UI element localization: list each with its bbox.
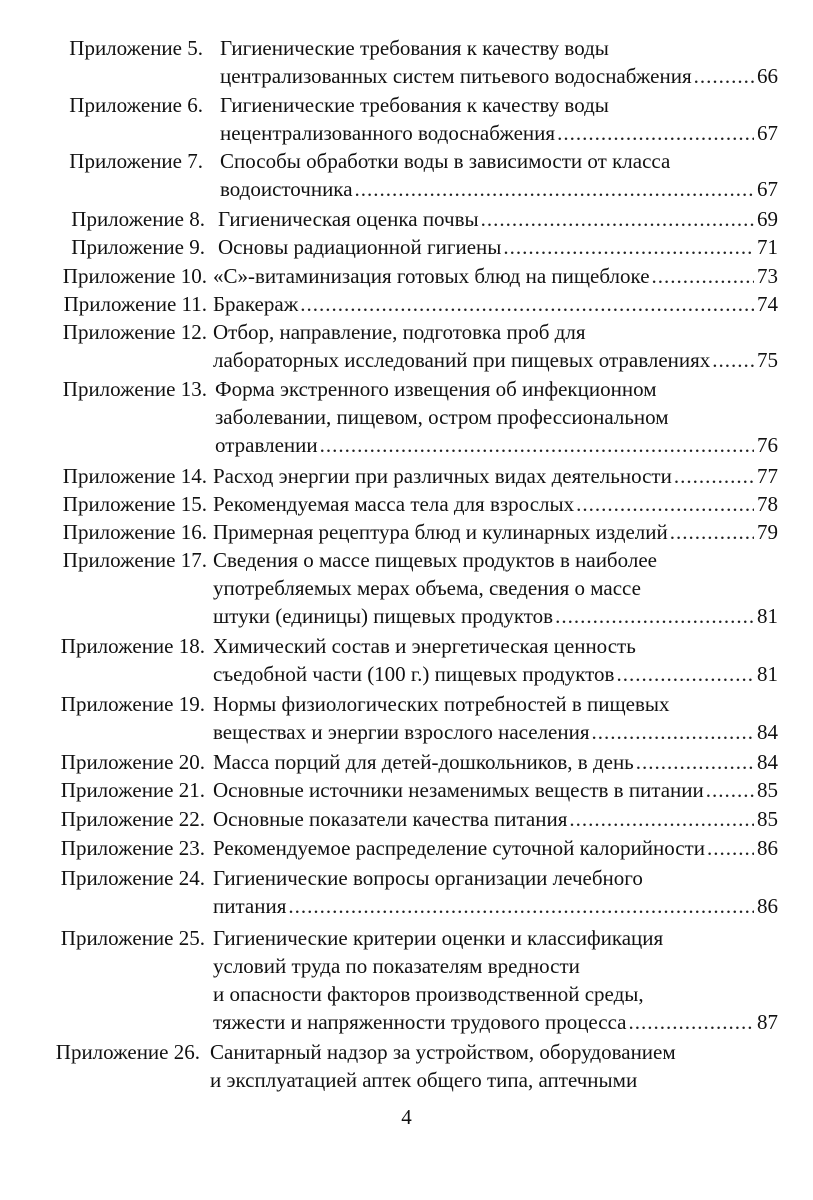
toc-entry-title: отравлении	[215, 433, 318, 457]
appendix-label: Приложение 13.	[62, 377, 207, 401]
toc-entry-title: и опасности факторов производственной среды,	[213, 982, 644, 1006]
toc-line	[220, 175, 778, 203]
dot-leader	[576, 490, 754, 518]
toc-entry-title: штуки (единицы) пищевых продуктов	[213, 604, 554, 628]
appendix-label: Приложение 10.	[62, 264, 207, 288]
toc-entry-title: Форма экстренного извещения об инфекционном	[215, 377, 657, 401]
toc-line	[213, 660, 778, 688]
toc-line	[213, 490, 778, 518]
dot-leader	[320, 431, 754, 459]
toc-line	[213, 748, 778, 776]
toc-entry-title: Химический состав и энергетическая ценность	[213, 634, 636, 658]
appendix-label: Приложение 8.	[71, 207, 205, 231]
toc-page-number: 67	[757, 121, 778, 145]
toc-page-number: 86	[757, 894, 778, 918]
toc-entry-title: Гигиеническая оценка почвы	[218, 207, 479, 231]
toc-line	[220, 147, 778, 175]
toc-page-number: 75	[757, 348, 778, 372]
dot-leader	[629, 1008, 755, 1036]
toc-entry-title: тяжести и напряженности трудового процесса	[213, 1010, 627, 1034]
toc-line	[213, 574, 778, 602]
toc-entry-title: лабораторных исследований при пищевых отравлениях	[213, 348, 711, 372]
appendix-label: Приложение 21.	[60, 778, 205, 802]
dot-leader	[355, 175, 754, 203]
dot-leader	[592, 718, 754, 746]
toc-page-number: 71	[757, 235, 778, 259]
appendix-label: Приложение 24.	[60, 866, 205, 890]
toc-entry-title: Способы обработки воды в зависимости от класса	[220, 149, 671, 173]
toc-line	[213, 1008, 778, 1036]
toc-entry-title: веществах и энергии взрослого населения	[213, 720, 590, 744]
toc-line	[213, 318, 778, 346]
toc-entry-title: Гигиенические вопросы организации лечебного	[213, 866, 643, 890]
toc-page-number: 66	[757, 64, 778, 88]
toc-entry-title: Основы радиационной гигиены	[218, 235, 502, 259]
toc-line	[220, 34, 778, 62]
toc-page-number: 81	[757, 604, 778, 628]
toc-page-number: 85	[757, 778, 778, 802]
appendix-label: Приложение 7.	[69, 149, 203, 173]
appendix-label: Приложение 18.	[60, 634, 205, 658]
toc-line	[213, 518, 778, 546]
toc-entry-title: Санитарный надзор за устройством, оборудованием	[210, 1040, 676, 1064]
toc-page-number: 78	[757, 492, 778, 516]
dot-leader	[694, 62, 754, 90]
toc-line	[213, 892, 778, 920]
toc-entry-title: «С»-витаминизация готовых блюд на пищеблоке	[213, 264, 650, 288]
toc-line	[213, 262, 778, 290]
toc-line	[213, 776, 778, 804]
toc-line	[213, 805, 778, 833]
dot-leader	[481, 205, 754, 233]
toc-line	[215, 403, 778, 431]
toc-entry-title: Примерная рецептура блюд и кулинарных изделий	[213, 520, 668, 544]
toc-page-number: 84	[757, 750, 778, 774]
toc-line	[220, 119, 778, 147]
dot-leader	[503, 233, 754, 261]
toc-entry-title: Гигиенические требования к качеству воды	[220, 36, 609, 60]
appendix-label: Приложение 5.	[69, 36, 203, 60]
dot-leader	[300, 290, 754, 318]
toc-line	[213, 546, 778, 574]
appendix-label: Приложение 12.	[62, 320, 207, 344]
toc-entry-title: съедобной части (100 г.) пищевых продуктов	[213, 662, 615, 686]
toc-entry-title: употребляемых мерах объема, сведения о массе	[213, 576, 641, 600]
toc-entry-title: условий труда по показателям вредности	[213, 954, 580, 978]
toc-line	[213, 924, 778, 952]
toc-entry-title: Основные источники незаменимых веществ в питании	[213, 778, 704, 802]
appendix-label: Приложение 6.	[69, 93, 203, 117]
toc-line	[215, 431, 778, 459]
appendix-label: Приложение 26.	[55, 1040, 200, 1064]
toc-entry-title: Бракераж	[213, 292, 299, 316]
toc-line	[218, 205, 778, 233]
dot-leader	[706, 776, 754, 804]
toc-entry-title: Расход энергии при различных видах деятельности	[213, 464, 672, 488]
toc-entry-title: Масса порций для детей-дошкольников, в день	[213, 750, 634, 774]
dot-leader	[670, 518, 754, 546]
toc-line	[210, 1038, 778, 1066]
dot-leader	[712, 346, 754, 374]
dot-leader	[555, 602, 754, 630]
appendix-label: Приложение 25.	[60, 926, 205, 950]
appendix-label: Приложение 23.	[60, 836, 205, 860]
toc-page-number: 74	[757, 292, 778, 316]
toc-entry-title: Основные показатели качества питания	[213, 807, 568, 831]
dot-leader	[557, 119, 754, 147]
appendix-label: Приложение 17.	[62, 548, 207, 572]
toc-page-number: 84	[757, 720, 778, 744]
toc-line	[210, 1066, 778, 1094]
toc-page-number: 69	[757, 207, 778, 231]
dot-leader	[636, 748, 754, 776]
appendix-label: Приложение 20.	[60, 750, 205, 774]
toc-page-number: 85	[757, 807, 778, 831]
toc-line	[213, 690, 778, 718]
toc-page-number: 67	[757, 177, 778, 201]
toc-line	[213, 602, 778, 630]
toc-page-number: 81	[757, 662, 778, 686]
toc-line	[213, 718, 778, 746]
toc-line	[213, 834, 778, 862]
page-number: 4	[401, 1105, 412, 1129]
toc-page-number: 77	[757, 464, 778, 488]
toc-entry-title: питания	[213, 894, 287, 918]
dot-leader	[569, 805, 754, 833]
appendix-label: Приложение 9.	[71, 235, 205, 259]
toc-line	[213, 952, 778, 980]
appendix-label: Приложение 19.	[60, 692, 205, 716]
toc-line	[220, 62, 778, 90]
toc-entry-title: централизованных систем питьевого водоснабжения	[220, 64, 692, 88]
appendix-label: Приложение 22.	[60, 807, 205, 831]
dot-leader	[674, 462, 754, 490]
toc-entry-title: нецентрализованного водоснабжения	[220, 121, 556, 145]
toc-entry-title: Гигиенические критерии оценки и классификация	[213, 926, 664, 950]
toc-line	[215, 375, 778, 403]
toc-line	[220, 91, 778, 119]
toc-entry-title: Гигиенические требования к качеству воды	[220, 93, 609, 117]
toc-line	[213, 290, 778, 318]
toc-entry-title: заболевании, пищевом, остром профессиональном	[215, 405, 669, 429]
appendix-label: Приложение 11.	[63, 292, 207, 316]
toc-page-number: 73	[757, 264, 778, 288]
toc-entry-title: Рекомендуемая масса тела для взрослых	[213, 492, 575, 516]
appendix-label: Приложение 16.	[62, 520, 207, 544]
toc-line	[213, 462, 778, 490]
toc-entry-title: Отбор, направление, подготовка проб для	[213, 320, 586, 344]
toc-entry-title: Нормы физиологических потребностей в пищевых	[213, 692, 670, 716]
toc-line	[218, 233, 778, 261]
toc-entry-title: Сведения о массе пищевых продуктов в наиболее	[213, 548, 657, 572]
toc-line	[213, 980, 778, 1008]
toc-page-number: 79	[757, 520, 778, 544]
dot-leader	[616, 660, 754, 688]
toc-page-number: 87	[757, 1010, 778, 1034]
appendix-label: Приложение 14.	[62, 464, 207, 488]
toc-entry-title: Рекомендуемое распределение суточной калорийности	[213, 836, 705, 860]
dot-leader	[288, 892, 754, 920]
toc-entry-title: и эксплуатацией аптек общего типа, аптечными	[210, 1068, 638, 1092]
toc-entry-title: водоисточника	[220, 177, 353, 201]
dot-leader	[652, 262, 754, 290]
toc-line	[213, 632, 778, 660]
toc-line	[213, 864, 778, 892]
appendix-label: Приложение 15.	[62, 492, 207, 516]
toc-line	[213, 346, 778, 374]
toc-page-number: 86	[757, 836, 778, 860]
dot-leader	[707, 834, 754, 862]
toc-page-number: 76	[757, 433, 778, 457]
